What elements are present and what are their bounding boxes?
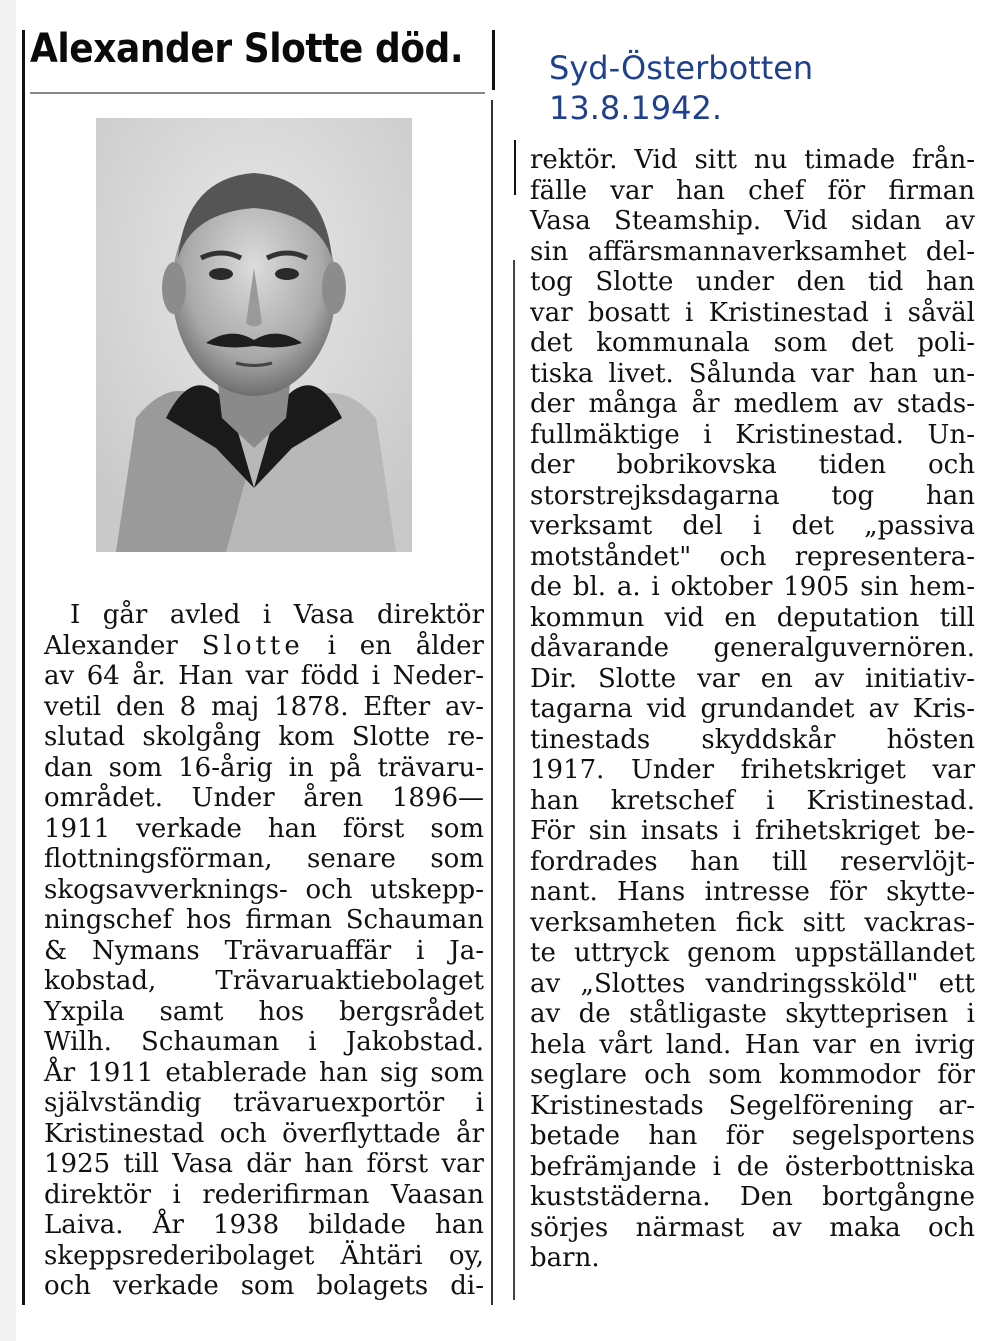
text-run: av 64 år. Han var född i Neder- <box>44 661 484 691</box>
article-line <box>44 1027 484 1058</box>
article-line: verksamheten fick sitt vackras- <box>530 907 975 938</box>
article-line: Kristinestads Segelförening ar- <box>530 1090 975 1121</box>
name-spaced: Slotte <box>201 630 304 661</box>
article-line: rektör. Vid sitt nu timade från- <box>530 145 975 175</box>
article-line <box>44 875 484 906</box>
article-line: betade han för segelsportens <box>530 1121 975 1151</box>
headline: Alexander Slotte död. <box>30 26 464 72</box>
article-line: Dir. Slotte var en av initiativ- <box>530 663 975 694</box>
text-run: och verkade som bolagets di- <box>44 1271 484 1301</box>
article-line: fälle var han chef för firman <box>530 175 975 206</box>
column-rule-left <box>22 30 25 1305</box>
article-line <box>44 814 484 845</box>
article-line: fordrades han till reservlöjt- <box>530 846 975 877</box>
column-rule-top <box>492 30 495 90</box>
text-run: Kristinestad och överflyttade år <box>44 1118 484 1149</box>
article-line <box>44 1180 484 1211</box>
article-line <box>44 631 484 662</box>
article-line: var bosatt i Kristinestad i såväl <box>530 297 975 328</box>
article-line: av de ståtligaste skytteprisen i <box>530 999 975 1029</box>
article-line: motståndet" och representera- <box>530 541 975 572</box>
article-line: der bobrikovska tiden och <box>530 450 975 480</box>
article-line <box>44 997 484 1028</box>
article-line: seglare och som kommodor för <box>530 1060 975 1090</box>
article-line: För sin insats i frihetskriget be- <box>530 816 975 846</box>
text-run: kobstad, Trävaruaktiebolaget <box>44 966 484 996</box>
article-line <box>44 905 484 936</box>
article-line <box>44 661 484 692</box>
article-line: sin affärsmannaverksamhet del- <box>530 236 975 267</box>
text-run: dan som 16-årig in på trävaru- <box>44 752 484 783</box>
article-line <box>44 1210 484 1241</box>
article-line: kommun vid en deputation till <box>530 602 975 633</box>
publication-date: 13.8.1942. <box>549 89 723 127</box>
text-run: området. Under åren 1896— <box>44 783 484 813</box>
text-run: Laiva. År 1938 bildade han <box>44 1210 484 1240</box>
article-line: kuststäderna. Den bortgångne <box>530 1182 975 1212</box>
article-line: te uttryck genom uppställandet <box>530 938 975 968</box>
article-line <box>44 692 484 723</box>
text-run: flottningsförman, senare som <box>44 844 484 874</box>
scan-edge <box>0 0 16 1341</box>
article-line: av „Slottes vandringssköld" ett <box>530 968 975 999</box>
article-line: der många år medlem av stads- <box>530 389 975 419</box>
edge-marks <box>2 300 14 1300</box>
article-line <box>44 600 484 631</box>
headline-rule <box>30 92 485 94</box>
text-run: Yxpila samt hos bergsrådet <box>44 996 484 1027</box>
portrait-icon <box>96 118 412 552</box>
article-line: tiska livet. Sålunda var han un- <box>530 358 975 389</box>
text-run: i en ålder <box>303 630 484 661</box>
text-run: I går avled i Vasa direktör <box>70 600 484 630</box>
article-line <box>44 1271 484 1302</box>
article-line: nant. Hans intresse för skytte- <box>530 877 975 907</box>
article-line <box>44 1241 484 1272</box>
text-run: skeppsrederibolaget Ähtäri oy, <box>44 1240 484 1271</box>
article-line <box>44 783 484 814</box>
column-rule-right-top <box>514 140 516 195</box>
article-line <box>44 1058 484 1089</box>
text-run: självständig trävaruexportör i <box>44 1088 484 1118</box>
article-line: tagarna vid grundandet av Kris- <box>530 694 975 724</box>
text-run: År 1911 etablerade han sig som <box>44 1057 484 1088</box>
article-line: 1917. Under frihetskriget var <box>530 755 975 785</box>
article-line <box>44 1149 484 1180</box>
article-line <box>44 1088 484 1119</box>
article-line: tinestads skyddskår hösten <box>530 724 975 755</box>
article-line: sörjes närmast av maka och <box>530 1212 975 1243</box>
article-line: det kommunala som det poli- <box>530 328 975 358</box>
article-line: tog Slotte under den tid han <box>530 267 975 297</box>
column-rule-right <box>513 260 515 1300</box>
column-rule-middle <box>491 100 493 1305</box>
article-line: dåvarande generalguvernören. <box>530 633 975 663</box>
article-line <box>44 936 484 967</box>
article-column-right <box>530 145 975 1274</box>
article-line <box>44 722 484 753</box>
publication-name: Syd-Österbotten <box>549 49 814 87</box>
text-run: 1925 till Vasa där han först var <box>44 1149 484 1179</box>
article-line: fullmäktige i Kristinestad. Un- <box>530 419 975 450</box>
text-run: & Nymans Trävaruaffär i Ja- <box>44 935 484 966</box>
article-line: hela vårt land. Han var en ivrig <box>530 1029 975 1060</box>
article-line: de bl. a. i oktober 1905 sin hem- <box>530 572 975 602</box>
text-run: Alexander <box>44 630 202 661</box>
text-run: vetil den 8 maj 1878. Efter av- <box>44 691 484 722</box>
text-run: 1911 verkade han först som <box>44 813 484 844</box>
article-column-left <box>44 600 484 1302</box>
portrait-photo <box>96 118 412 552</box>
text-run: Wilh. Schauman i Jakobstad. <box>44 1027 484 1057</box>
text-run: skogsavverknings- och utskepp- <box>44 874 484 905</box>
article-line: verksamt del i det „passiva <box>530 511 975 541</box>
source-annotation <box>549 48 813 128</box>
article-line <box>44 844 484 875</box>
text-run: direktör i rederifirman Vaasan <box>44 1179 484 1210</box>
article-line <box>44 753 484 784</box>
article-line: barn. <box>530 1243 600 1273</box>
article-line <box>44 1119 484 1150</box>
article-line: han kretschef i Kristinestad. <box>530 785 975 816</box>
text-run: ningschef hos firman Schauman <box>44 905 484 935</box>
article-line <box>44 966 484 997</box>
article-line: befrämjande i de österbottniska <box>530 1151 975 1182</box>
article-line: storstrejksdagarna tog han <box>530 480 975 511</box>
text-run: slutad skolgång kom Slotte re- <box>44 722 484 752</box>
article-line: Vasa Steamship. Vid sidan av <box>530 206 975 236</box>
